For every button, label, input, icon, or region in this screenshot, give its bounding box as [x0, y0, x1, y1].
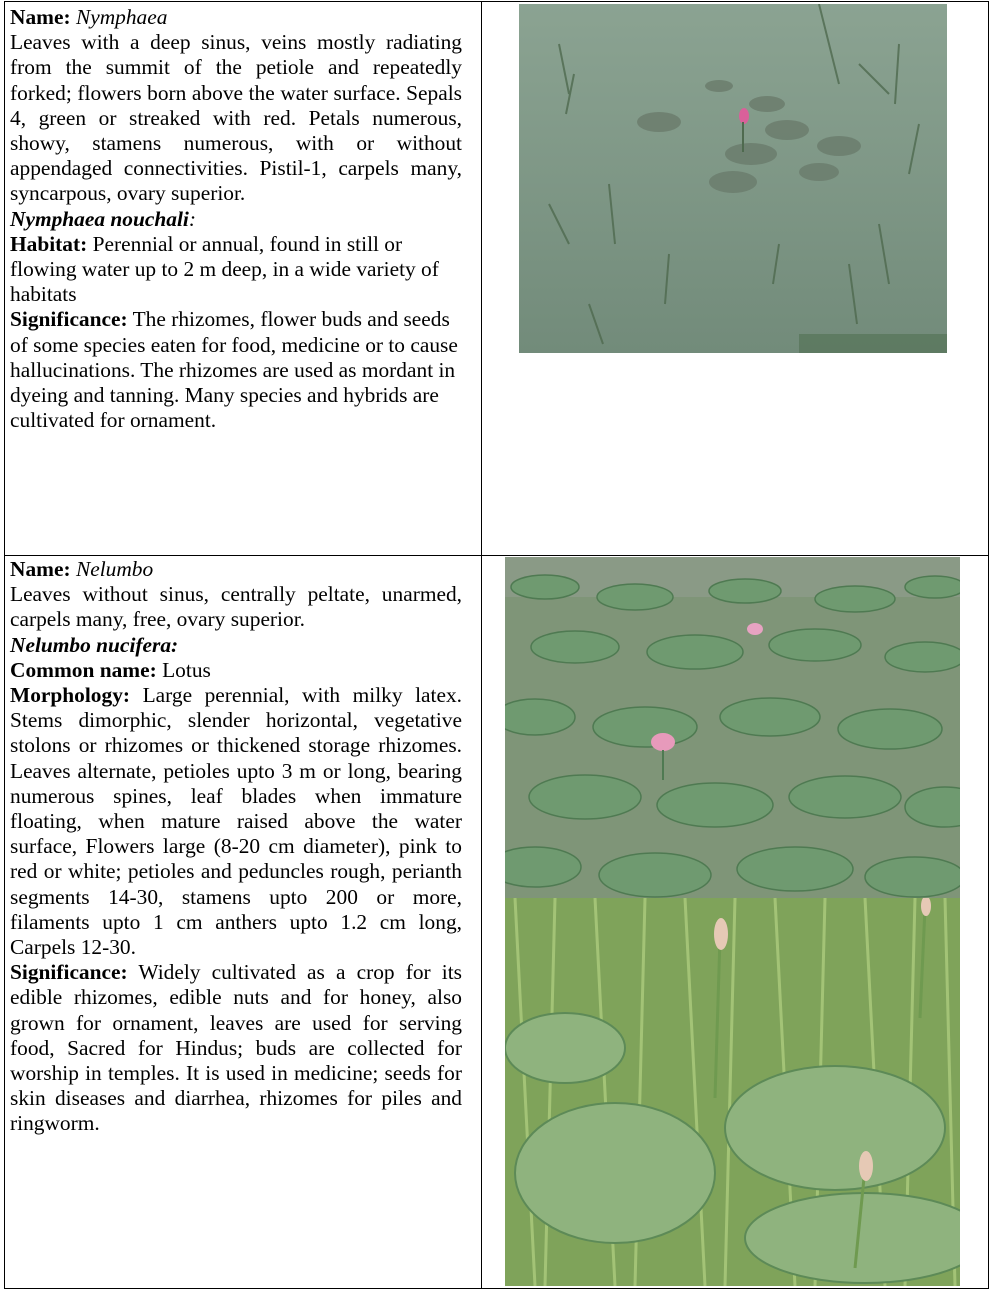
nymphaea-text-cell	[10, 5, 462, 433]
significance-field: Significance: Widely cultivated as a crop for its edible rhizomes, edible nuts and for honey, also grown for ornament, leaves are used for serving food, Sacred for Hindus; buds are collected for worship in temples. It is used in medicine; seeds for skin diseases and diarrhea, rhizomes for piles and ringworm.	[10, 960, 462, 1136]
nelumbo-buds-photo	[505, 898, 960, 1286]
nelumbo-text-cell	[10, 557, 462, 1137]
genus-name-line: Name: Nelumbo	[10, 557, 154, 581]
genus-description: Leaves with a deep sinus, veins mostly radiating from the summit of the petiole and repeatedly forked; flowers born above the water surface. Sepals 4, green or streaked with red. Petals numerous, showy, stamens numerous, with or without appendaged connectivities. Pistil-1, carpels many, syncarpous, ovary superior.	[10, 30, 462, 206]
common-name-field: Common name: Lotus	[10, 657, 211, 682]
genus-description: Leaves without sinus, centrally peltate, unarmed, carpels many, free, ovary superior.	[10, 582, 462, 632]
genus-name-line: Name: Nymphaea	[10, 5, 168, 29]
significance-field: Significance: The rhizomes, flower buds and seeds of some species eaten for food, medicine or to cause hallucinations. The rhizomes are used as mordant in dyeing and tanning. Many species and hybrids are cultivated for ornament.	[10, 307, 458, 433]
nymphaea-photo	[519, 4, 947, 353]
row-divider	[5, 555, 988, 556]
column-divider	[481, 2, 482, 1288]
species-heading: Nelumbo nucifera:	[10, 632, 179, 657]
morphology-field: Morphology: Large perennial, with milky latex. Stems dimorphic, slender horizontal, vegetative stolons or rhizomes or thickened storage rhizomes. Leaves alternate, petioles upto 3 m or long, bearing numerous spines, leaf blades when immature floating, when mature raised above the water surface, Flowers large (8-20 cm diameter), pink to red or white; petioles and peduncles rough, perianth segments 14-30, stamens upto 200 or more, filaments upto 1 cm anthers upto 1.2 cm long, Carpels 12-30.	[10, 683, 462, 960]
habitat-field: Habitat: Perennial or annual, found in still or flowing water up to 2 m deep, in a wide variety of habitats	[10, 231, 439, 307]
nelumbo-pond-photo	[505, 557, 960, 898]
species-heading: Nymphaea nouchali:	[10, 206, 196, 231]
